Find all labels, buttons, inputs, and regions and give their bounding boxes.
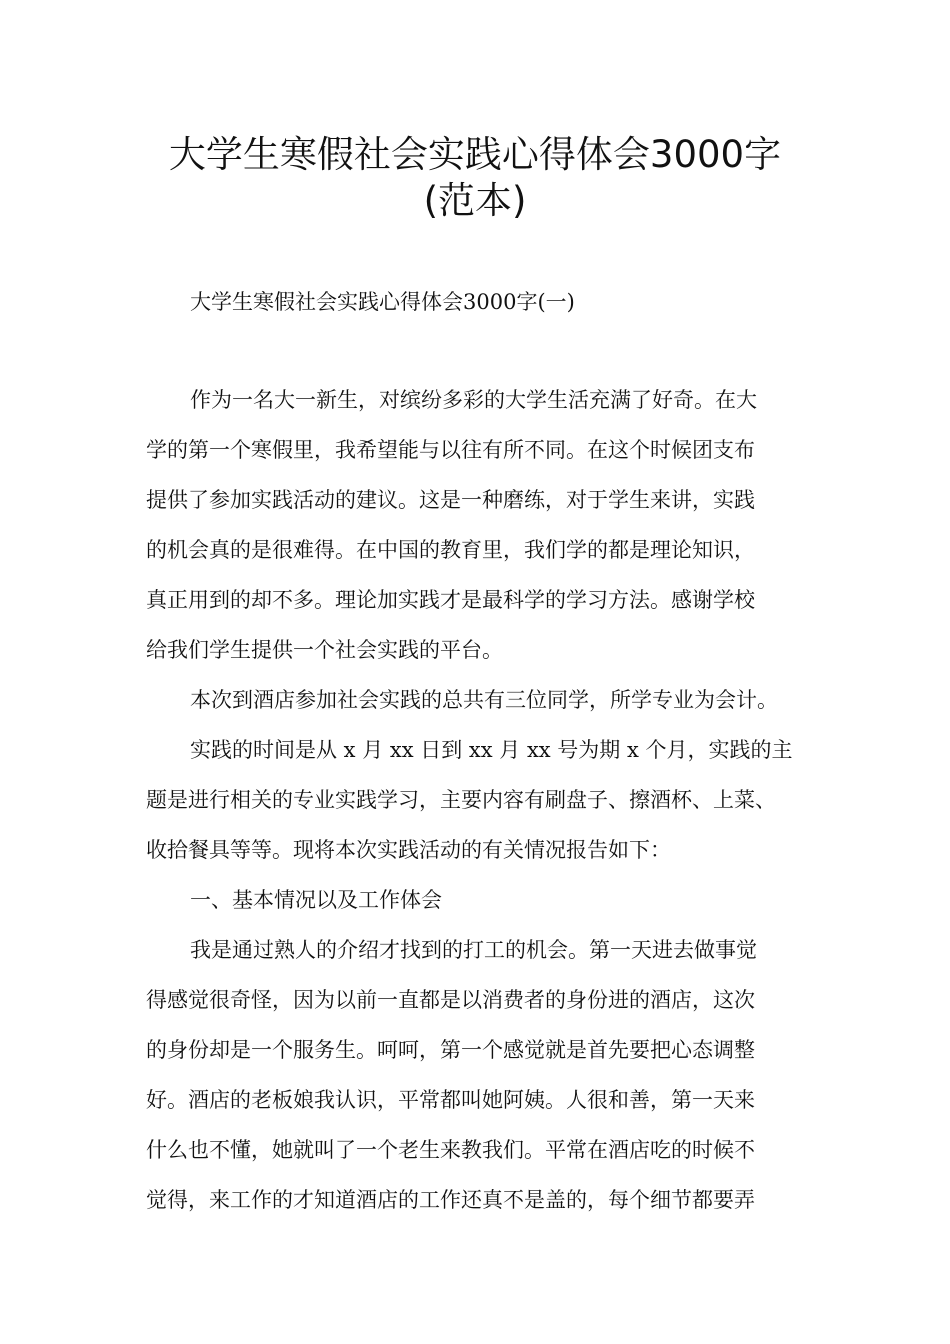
paragraph-line: 我是通过熟人的介绍才找到的打工的机会。第一天进去做事觉 — [190, 938, 757, 962]
paragraph-line: 真正用到的却不多。理论加实践才是最科学的学习方法。感谢学校 — [146, 588, 755, 612]
paragraph-line: 实践的时间是从 x 月 xx 日到 xx 月 xx 号为期 x 个月，实践的主 — [190, 738, 793, 762]
paragraph-line: 的身份却是一个服务生。呵呵，第一个感觉就是首先要把心态调整 — [146, 1038, 755, 1062]
paragraph-line: 提供了参加实践活动的建议。这是一种磨练，对于学生来讲，实践 — [146, 488, 755, 512]
section-subtitle: 大学生寒假社会实践心得体会3000字(一) — [190, 290, 575, 314]
section-heading: 一、基本情况以及工作体会 — [190, 888, 442, 912]
paragraph-line: 本次到酒店参加社会实践的总共有三位同学，所学专业为会计。 — [190, 688, 778, 712]
document-title-line-1: 大学生寒假社会实践心得体会3000字 — [168, 133, 782, 176]
paragraph-line: 什么也不懂，她就叫了一个老生来教我们。平常在酒店吃的时候不 — [146, 1138, 755, 1162]
document-title-line-2: (范本) — [423, 179, 527, 222]
paragraph-line: 好。酒店的老板娘我认识，平常都叫她阿姨。人很和善，第一天来 — [146, 1088, 755, 1112]
paragraph-line: 得感觉很奇怪，因为以前一直都是以消费者的身份进的酒店，这次 — [146, 988, 755, 1012]
paragraph-line: 学的第一个寒假里，我希望能与以往有所不同。在这个时候团支布 — [146, 438, 755, 462]
paragraph-line: 的机会真的是很难得。在中国的教育里，我们学的都是理论知识， — [146, 538, 755, 562]
paragraph-line: 题是进行相关的专业实践学习，主要内容有刷盘子、擦酒杯、上菜、 — [146, 788, 776, 812]
paragraph-line: 觉得，来工作的才知道酒店的工作还真不是盖的，每个细节都要弄 — [146, 1188, 755, 1212]
paragraph-line: 收拾餐具等等。现将本次实践活动的有关情况报告如下： — [146, 838, 671, 862]
paragraph-line: 作为一名大一新生，对缤纷多彩的大学生活充满了好奇。在大 — [190, 388, 757, 412]
paragraph-line: 给我们学生提供一个社会实践的平台。 — [146, 638, 503, 662]
